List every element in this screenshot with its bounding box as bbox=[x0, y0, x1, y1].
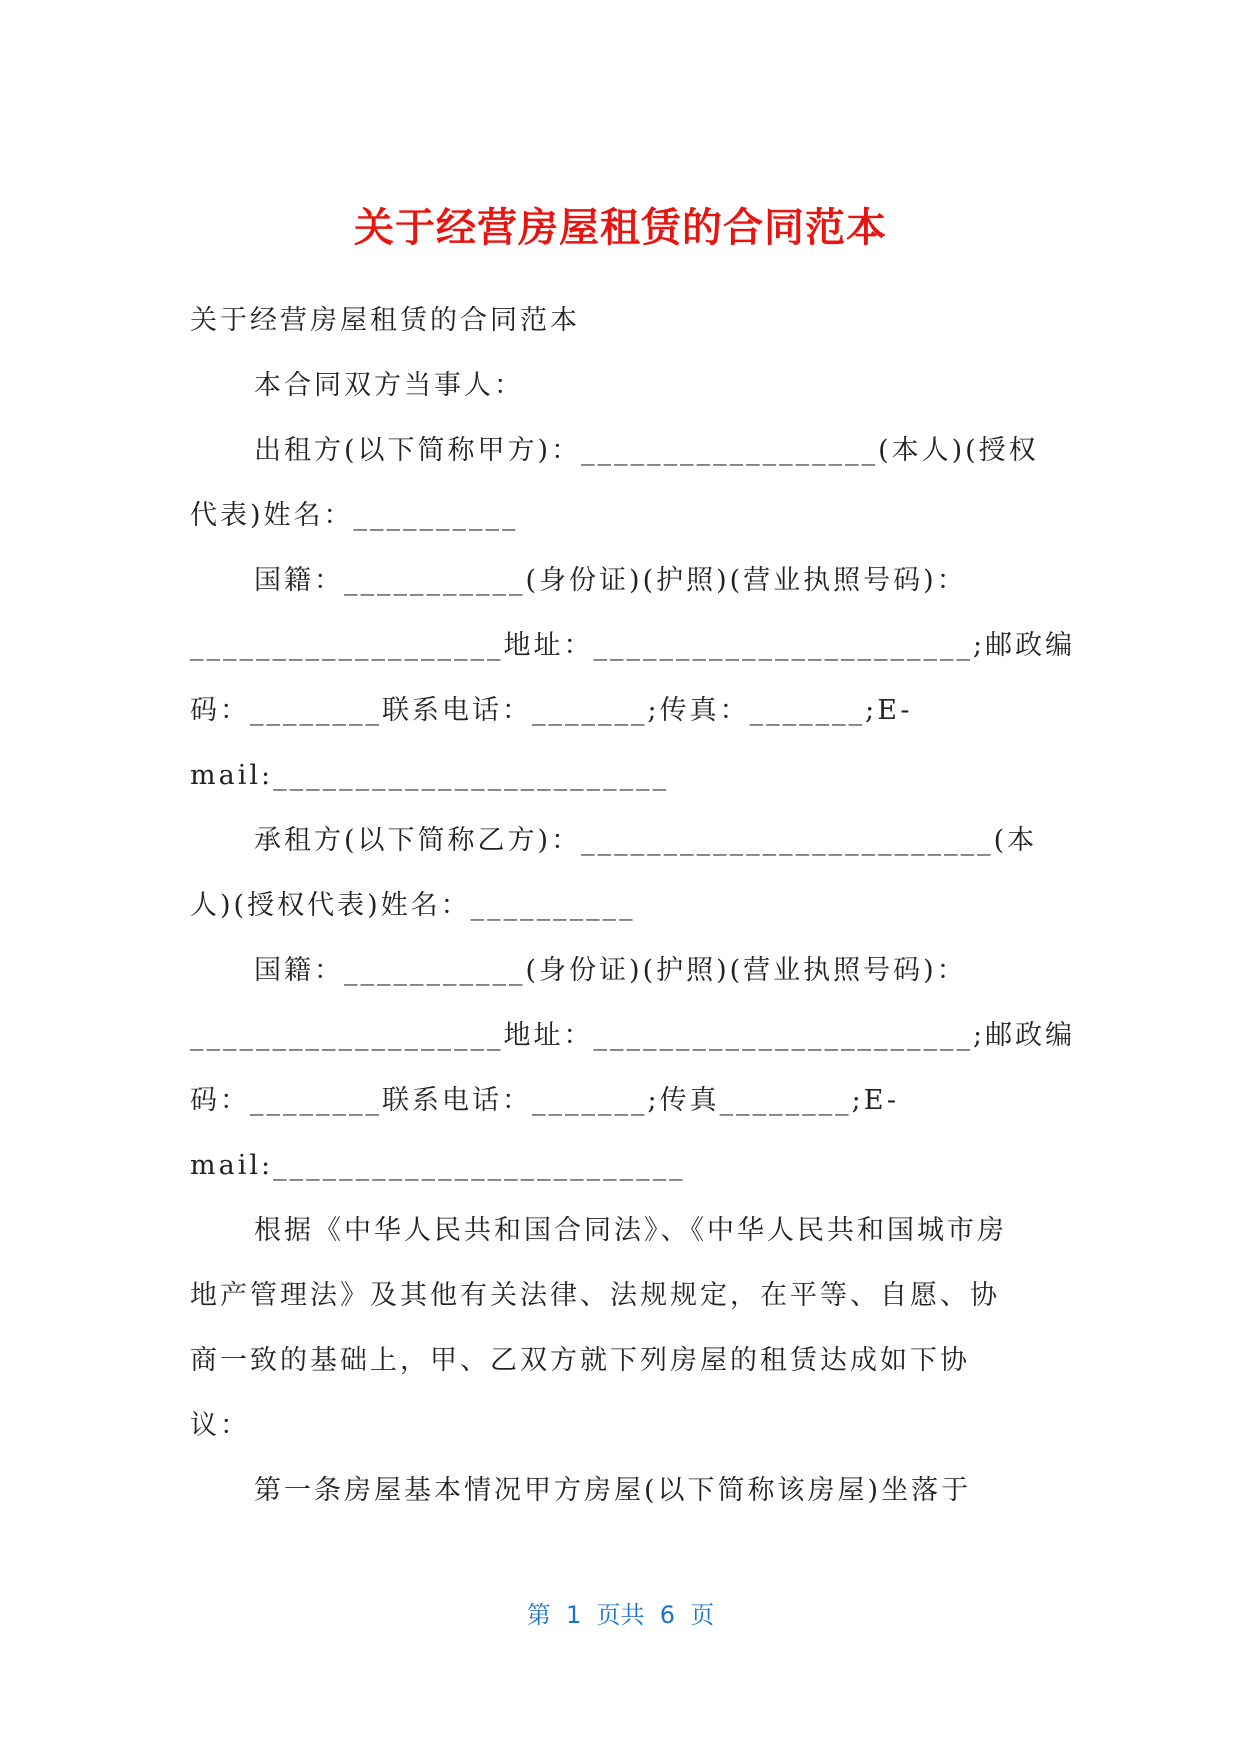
text-line: 地产管理法》及其他有关法律、法规规定，在平等、自愿、协 bbox=[190, 1280, 1000, 1311]
text-line: mail:________________________ bbox=[190, 760, 670, 791]
text-line: 议： bbox=[190, 1410, 250, 1441]
text-line: 代表)姓名：__________ bbox=[190, 500, 519, 531]
text-line: 根据《中华人民共和国合同法》、《中华人民共和国城市房 bbox=[254, 1215, 1007, 1246]
text-line: 国籍：___________(身份证)(护照)(营业执照号码)： bbox=[254, 955, 967, 986]
text-line: 码：________联系电话：_______;传真________;E- bbox=[190, 1085, 900, 1116]
document-body bbox=[190, 288, 1076, 1523]
text-line: ___________________地址：_______________________;邮政编 bbox=[190, 630, 1076, 661]
text-line: 关于经营房屋租赁的合同范本 bbox=[190, 305, 580, 336]
text-line: 国籍：___________(身份证)(护照)(营业执照号码)： bbox=[254, 565, 967, 596]
text-line: ___________________地址：_______________________;邮政编 bbox=[190, 1020, 1076, 1051]
text-line: mail:_________________________ bbox=[190, 1150, 686, 1181]
text-line: 第一条房屋基本情况甲方房屋(以下简称该房屋)坐落于 bbox=[254, 1475, 972, 1506]
text-line: 码：________联系电话：_______;传真：_______;E- bbox=[190, 695, 913, 726]
text-line: 承租方(以下简称乙方)：_________________________(本 bbox=[254, 825, 1038, 856]
text-line: 出租方(以下简称甲方)：__________________(本人)(授权 bbox=[254, 435, 1039, 466]
page-footer: 第 1 页共 6 页 bbox=[526, 1601, 715, 1629]
document-title: 关于经营房屋租赁的合同范本 bbox=[354, 205, 887, 251]
text-line: 人)(授权代表)姓名：__________ bbox=[190, 890, 636, 921]
text-line: 商一致的基础上，甲、乙双方就下列房屋的租赁达成如下协 bbox=[190, 1345, 970, 1376]
text-line: 本合同双方当事人： bbox=[254, 370, 524, 401]
